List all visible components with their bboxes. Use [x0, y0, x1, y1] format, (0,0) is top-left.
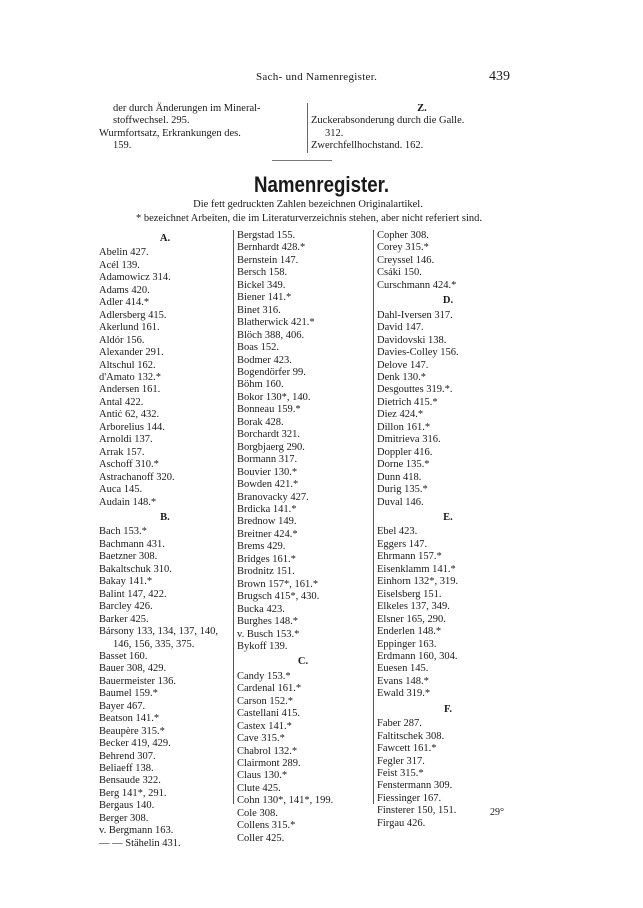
sachregister-line: stoffwechsel. 295.: [113, 115, 190, 127]
name-entry: Barcley 426.: [99, 601, 153, 613]
sachregister-line: 312.: [325, 127, 344, 139]
name-entry: Erdmann 160, 304.: [377, 650, 458, 662]
name-entry: Denk 130.*: [377, 371, 426, 383]
name-entry: Bársony 133, 134, 137, 140, 146, 156, 335, 375.: [99, 626, 218, 650]
name-entry: Dunn 418.: [377, 471, 422, 483]
name-entry: Brednow 149.: [237, 516, 297, 528]
name-column-2: [237, 230, 369, 845]
name-entry: Chabrol 132.*: [237, 745, 298, 757]
name-entry: Castex 141.*: [237, 720, 292, 732]
name-entry: Bucka 423.: [237, 603, 285, 615]
name-entry: v. Busch 153.*: [237, 628, 300, 640]
name-entry: Dillon 161.*: [377, 421, 431, 433]
letter-heading: E.: [443, 511, 453, 523]
name-entry: Fegler 317.: [377, 755, 425, 767]
name-entry: Branovacky 427.: [237, 491, 309, 503]
name-entry: Doppler 416.: [377, 446, 433, 458]
name-entry: Eiselsberg 151.: [377, 588, 442, 600]
name-entry: Berg 141*, 291.: [99, 787, 167, 799]
letter-heading: D.: [442, 295, 454, 307]
name-entry: Blatherwick 421.*: [237, 317, 315, 329]
name-entry: Beatson 141.*: [99, 713, 160, 725]
column-divider-2: [373, 230, 374, 804]
name-entry: Coller 425.: [237, 832, 285, 844]
name-entry: Claus 130.*: [237, 770, 288, 782]
name-entry: Brems 429.: [237, 541, 286, 553]
name-entry: Enderlen 148.*: [377, 626, 442, 638]
signature-mark: 29°: [490, 807, 504, 818]
name-entry: Akerlund 161.: [99, 322, 160, 334]
name-entry: Auca 145.: [99, 484, 143, 496]
name-entry: Abelin 427.: [99, 247, 149, 259]
name-entry: Fenstermann 309.: [377, 780, 453, 792]
name-entry: Eisenklamm 141.*: [377, 563, 456, 575]
name-entry: Bokor 130*, 140.: [237, 391, 311, 403]
name-entry: v. Bergmann 163.: [99, 825, 174, 837]
name-entry: Adler 414.*: [99, 297, 150, 309]
name-entry: Bouvier 130.*: [237, 466, 298, 478]
name-entry: Ewald 319.*: [377, 688, 431, 700]
page-number: 439: [489, 69, 510, 84]
sachregister-line: der durch Änderungen im Mineral-: [113, 103, 261, 114]
name-entry: Bauermeister 136.: [99, 675, 176, 687]
name-entry: Copher 308.: [377, 230, 429, 241]
name-entry: Bakaltschuk 310.: [99, 563, 172, 575]
name-entry: Cohn 130*, 141*, 199.: [237, 795, 334, 807]
name-entry: Curschmann 424.*: [377, 279, 457, 291]
name-entry: Brugsch 415*, 430.: [237, 591, 320, 603]
name-entry: Dorne 135.*: [377, 459, 430, 471]
name-entry: Einhorn 132*, 319.: [377, 576, 459, 588]
name-entry: Aldór 156.: [99, 334, 145, 346]
name-entry: Collens 315.*: [237, 820, 296, 832]
name-entry: Faber 287.: [377, 718, 422, 730]
name-entry: Cave 315.*: [237, 733, 285, 745]
name-entry: Antal 422.: [99, 396, 144, 408]
name-entry: Ehrmann 157.*: [377, 551, 442, 563]
name-entry: Finsterer 150, 151.: [377, 805, 457, 817]
sachregister-left-column: [99, 103, 304, 153]
name-entry: Bauer 308, 429.: [99, 663, 167, 675]
name-entry: Arnoldi 137.: [99, 434, 153, 446]
name-entry: Astrachanoff 320.: [99, 471, 175, 483]
name-entry: Brodnitz 151.: [237, 566, 295, 578]
name-entry: Biener 141.*: [237, 292, 292, 304]
name-entry: David 147.: [377, 322, 424, 334]
name-entry: Böhm 160.: [237, 379, 284, 391]
name-entry: Fiessinger 167.: [377, 792, 442, 804]
name-entry: Blöch 388, 406.: [237, 329, 305, 341]
name-entry: Barker 425.: [99, 613, 149, 625]
name-entry: Beaupère 315.*: [99, 725, 165, 737]
name-entry: Bach 153.*: [99, 526, 147, 538]
name-entry: Clute 425.: [237, 782, 281, 794]
name-entry: Baumel 159.*: [99, 688, 158, 700]
name-entry: Borak 428.: [237, 416, 284, 428]
name-entry: Bernstein 147.: [237, 254, 299, 266]
sachregister-line: Zwerchfellhochstand. 162.: [311, 140, 424, 152]
name-entry: Castellani 415.: [237, 708, 300, 720]
letter-heading: F.: [443, 703, 453, 715]
name-entry: Bridges 161.*: [237, 553, 296, 565]
name-entry: Davies-Colley 156.: [377, 347, 459, 359]
name-entry: Dahl-Iversen 317.: [377, 309, 453, 321]
name-entry: Adlersberg 415.: [99, 309, 167, 321]
name-entry: Bykoff 139.: [237, 640, 288, 652]
name-entry: Desgouttes 319.*.: [377, 384, 453, 396]
name-entry: Bergstad 155.: [237, 230, 296, 241]
name-column-1: [99, 230, 231, 850]
name-entry: Csáki 150.: [377, 267, 422, 279]
name-entry: Creyssel 146.: [377, 254, 435, 266]
name-entry: Bersch 158.: [237, 267, 288, 279]
name-entry: Davidovski 138.: [377, 334, 447, 346]
name-entry: Brdicka 141.*: [237, 503, 297, 515]
name-entry: Bachmann 431.: [99, 538, 165, 550]
name-entry: Breitner 424.*: [237, 528, 298, 540]
name-entry: Berger 308.: [99, 812, 149, 824]
name-entry: Basset 160.: [99, 650, 148, 662]
name-entry: Andersen 161.: [99, 384, 161, 396]
letter-heading: B.: [160, 511, 170, 523]
name-entry: Bakay 141.*: [99, 576, 153, 588]
sachregister-line: Zuckerabsonderung durch die Galle.: [311, 115, 465, 127]
name-entry: Feist 315.*: [377, 768, 424, 780]
name-entry: Corey 315.*: [377, 242, 429, 254]
name-entry: Bonneau 159.*: [237, 404, 301, 416]
name-entry: Duval 146.: [377, 496, 424, 508]
name-entry: Becker 419, 429.: [99, 738, 171, 750]
name-entry: Clairmont 289.: [237, 758, 301, 770]
name-entry: Behrend 307.: [99, 750, 156, 762]
name-entry: Audain 148.*: [99, 496, 157, 508]
name-column-3: [377, 230, 519, 830]
name-entry: Binet 316.: [237, 304, 281, 316]
name-entry: Candy 153.*: [237, 670, 291, 682]
section-separator: [272, 160, 332, 161]
sachregister-right-column: [311, 103, 533, 153]
page-title: Namenregister.: [253, 172, 390, 197]
name-entry: Fawcett 161.*: [377, 743, 437, 755]
name-entry: Evans 148.*: [377, 675, 429, 687]
name-entry: Bodmer 423.: [237, 354, 292, 366]
name-entry: Carson 152.*: [237, 695, 293, 707]
name-entry: Bernhardt 428.*: [237, 242, 306, 254]
name-entry: Adams 420.: [99, 284, 150, 296]
name-entry: Cole 308.: [237, 807, 278, 819]
name-entry: Altschul 162.: [99, 359, 156, 371]
name-entry: Arborelius 144.: [99, 421, 165, 433]
name-entry: Balint 147, 422.: [99, 588, 167, 600]
name-entry: Antić 62, 432.: [99, 409, 160, 421]
name-entry: d'Amato 132.*: [99, 371, 161, 383]
name-entry: Beliaeff 138.: [99, 763, 154, 775]
name-entry: Brown 157*, 161.*: [237, 578, 319, 590]
name-entry: Bogendörfer 99.: [237, 366, 306, 378]
name-entry: Elkeles 137, 349.: [377, 601, 450, 613]
letter-heading: C.: [297, 656, 309, 668]
name-entry: Aschoff 310.*: [99, 459, 159, 471]
name-entry: Bergaus 140.: [99, 800, 155, 812]
top-column-divider: [307, 103, 308, 153]
name-entry: Durig 135.*: [377, 484, 428, 496]
name-entry: Eggers 147.: [377, 538, 428, 550]
name-entry: Dmitrieva 316.: [377, 434, 441, 446]
name-entry: Bensaude 322.: [99, 775, 161, 787]
note-bold-numbers: Die fett gedruckten Zahlen bezeichnen Originalartikel.: [193, 199, 423, 210]
name-entry: Ebel 423.: [377, 526, 418, 538]
name-entry: Bayer 467.: [99, 700, 146, 712]
name-entry: Firgau 426.: [377, 817, 426, 829]
name-entry: Borchardt 321.: [237, 429, 300, 441]
name-entry: Cardenal 161.*: [237, 683, 302, 695]
sachregister-line: 159.: [113, 140, 132, 152]
name-entry: Boas 152.: [237, 342, 279, 354]
name-entry: — — Stähelin 431.: [99, 837, 181, 849]
name-entry: Diez 424.*: [377, 409, 424, 421]
name-entry: Elsner 165, 290.: [377, 613, 446, 625]
name-entry: Eppinger 163.: [377, 638, 437, 650]
name-entry: Alexander 291.: [99, 347, 164, 359]
name-entry: Dietrich 415.*: [377, 396, 438, 408]
name-entry: Baetzner 308.: [99, 551, 158, 563]
running-head: Sach- und Namenregister.: [256, 71, 378, 83]
letter-heading: Z.: [417, 103, 427, 114]
name-entry: Bormann 317.: [237, 454, 298, 466]
name-entry: Arrak 157.: [99, 446, 145, 458]
note-asterisk: * bezeichnet Arbeiten, die im Literaturverzeichnis stehen, aber nicht referiert sind.: [135, 213, 483, 224]
column-divider-1: [233, 230, 234, 804]
name-entry: Delove 147.: [377, 359, 429, 371]
name-entry: Bickel 349.: [237, 279, 286, 291]
sachregister-line: Wurmfortsatz, Erkrankungen des.: [99, 127, 241, 139]
name-entry: Adamowicz 314.: [99, 272, 171, 284]
name-entry: Faltitschek 308.: [377, 730, 445, 742]
name-entry: Bowden 421.*: [237, 479, 299, 491]
name-entry: Borgbjaerg 290.: [237, 441, 305, 453]
letter-heading: A.: [159, 233, 171, 244]
name-entry: Burghes 148.*: [237, 616, 299, 628]
name-entry: Euesen 145.: [377, 663, 429, 675]
name-entry: Acél 139.: [99, 259, 140, 271]
